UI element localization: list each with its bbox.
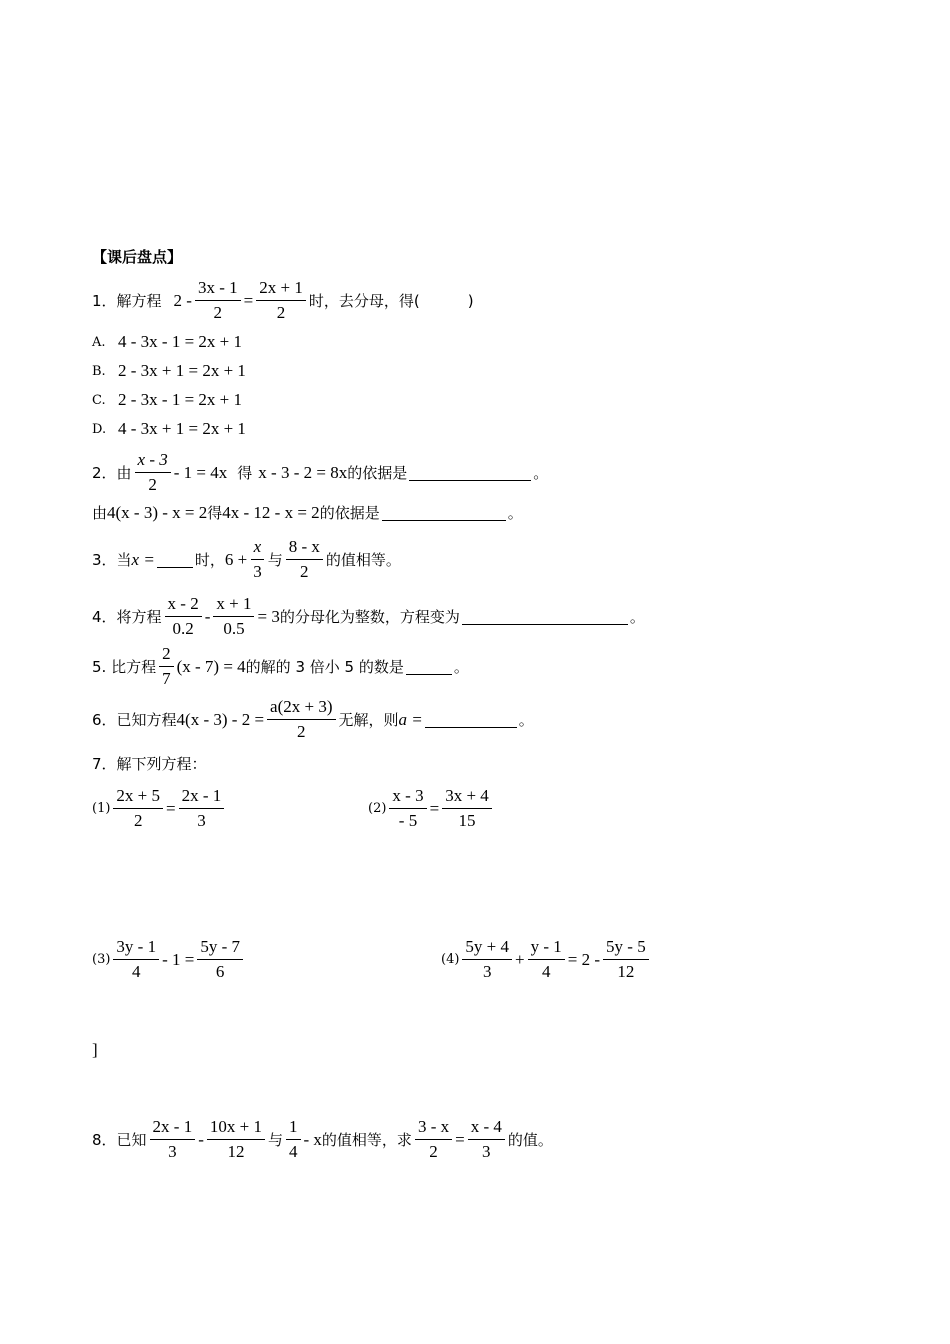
q7-p1-f2-numerator: 2x - 1 xyxy=(179,786,225,809)
q8-f3-numerator: 1 xyxy=(286,1117,301,1140)
q3-expr-pre: 6 + xyxy=(224,549,248,569)
q8-f4-numerator: 3 - x xyxy=(415,1117,452,1140)
q7-p3-f1-denominator: 4 xyxy=(132,962,141,981)
q6-suffix: 无解，则 xyxy=(338,711,399,729)
q1-fraction-2 xyxy=(256,278,306,323)
q7-p2-f1-numerator: x - 3 xyxy=(389,786,426,809)
q4-answer-blank[interactable] xyxy=(462,608,628,625)
q8-fraction-3 xyxy=(286,1117,301,1162)
q5-fraction xyxy=(159,644,174,689)
q7-p3-label: (3) xyxy=(92,952,111,967)
q1-eq-left: 2 - xyxy=(173,290,192,310)
q7-p1-fraction-1 xyxy=(113,786,163,831)
q4-f2-denominator: 0.5 xyxy=(223,619,245,638)
q2-de: 得 xyxy=(237,464,253,482)
q8-fraction-4 xyxy=(415,1117,452,1162)
option-letter: B. xyxy=(92,363,106,379)
option-text: 2 - 3x - 1 = 2x + 1 xyxy=(118,390,242,409)
q7-p4-label: (4) xyxy=(441,952,460,967)
question-7-title: 7．解下列方程： xyxy=(92,755,207,773)
q7-p2-f2-numerator: 3x + 4 xyxy=(442,786,492,809)
q3-yu: 与 xyxy=(267,551,283,569)
q7-p1-fraction-2 xyxy=(179,786,225,831)
q7-p1-f2-denominator: 3 xyxy=(197,811,206,830)
q7-p1-eq: = xyxy=(166,798,176,818)
q3-answer-blank[interactable] xyxy=(157,551,193,568)
q8-f5-denominator: 3 xyxy=(482,1142,491,1161)
option-text: 4 - 3x - 1 = 2x + 1 xyxy=(118,332,242,351)
q2-f-denominator: 2 xyxy=(148,475,157,494)
q7-p2-f1-denominator: - 5 xyxy=(398,811,418,830)
q7-p1-f1-numerator: 2x + 5 xyxy=(113,786,163,809)
q6-answer-blank[interactable] xyxy=(425,711,517,728)
q4-f1-denominator: 0.2 xyxy=(172,619,194,638)
q3-suffix: 的值相等。 xyxy=(325,551,401,569)
q7-p3-mid: - 1 = xyxy=(162,949,195,969)
q2-fraction xyxy=(135,450,171,495)
q8-eq: = xyxy=(455,1129,465,1149)
q3-f1-numerator: x xyxy=(251,537,265,560)
q2-line2-prefix: 由 xyxy=(92,504,108,522)
stray-bracket: ] xyxy=(92,1040,98,1059)
q3-f2-numerator: 8 - x xyxy=(286,537,323,560)
question-5 xyxy=(92,644,469,689)
q7-p3-fraction-2 xyxy=(197,937,243,982)
q2-line2-de: 得 xyxy=(207,504,223,522)
q6-f-numerator: a(2x + 3) xyxy=(267,697,335,720)
q2-answer-blank-2[interactable] xyxy=(382,504,506,521)
q7-p4-fraction-2 xyxy=(528,937,565,982)
q6-prefix: 6．已知方程 xyxy=(92,711,177,729)
q8-f1-denominator: 3 xyxy=(168,1142,177,1161)
q7-p4-f2-denominator: 4 xyxy=(541,962,551,981)
q7-p3-fraction-1 xyxy=(113,937,159,982)
q1-option-c xyxy=(92,390,242,410)
q7-p4-f1-denominator: 3 xyxy=(482,962,492,981)
q1-option-a xyxy=(92,332,242,352)
question-2-line-2 xyxy=(92,502,523,523)
q8-f2-denominator: 12 xyxy=(227,1142,245,1161)
q8-f1-numerator: 2x - 1 xyxy=(150,1117,196,1140)
q6-fraction xyxy=(267,697,335,742)
q3-shi: 时， xyxy=(194,551,225,569)
q7-p2-f2-denominator: 15 xyxy=(458,811,476,830)
q8-fraction-1 xyxy=(150,1117,196,1162)
q4-eq: = 3 xyxy=(257,606,280,626)
q7-p4-f3-denominator: 12 xyxy=(617,962,635,981)
q3-f2-denominator: 2 xyxy=(300,562,309,581)
q1-option-d xyxy=(92,419,246,439)
option-letter: D. xyxy=(92,421,107,437)
q2-f-numerator: x - 3 xyxy=(135,450,171,473)
q8-yu: 与 xyxy=(267,1131,283,1149)
q5-prefix: 5. 比方程 xyxy=(92,658,157,676)
q4-f1-numerator: x - 2 xyxy=(165,594,202,617)
q8-fraction-5 xyxy=(468,1117,505,1162)
q8-f2-numerator: 10x + 1 xyxy=(207,1117,265,1140)
question-4 xyxy=(92,594,645,639)
q7-p3-f1-numerator: 3y - 1 xyxy=(113,937,159,960)
q7-p3-f2-numerator: 5y - 7 xyxy=(197,937,243,960)
q1-option-b xyxy=(92,361,246,381)
q7-p1-f1-denominator: 2 xyxy=(133,811,143,830)
q7-p4-f2-numerator: y - 1 xyxy=(528,937,565,960)
q8-mid: 的值相等，求 xyxy=(321,1131,412,1149)
question-6 xyxy=(92,697,534,742)
q4-end: 。 xyxy=(629,608,645,626)
q7-p2-label: (2) xyxy=(368,801,387,816)
q5-rest: (x - 7) = 4 xyxy=(176,656,246,676)
question-2 xyxy=(92,450,548,495)
q4-prefix: 4．将方程 xyxy=(92,608,162,626)
q7-p4-mid: = 2 - xyxy=(567,949,601,969)
q6-end: 。 xyxy=(518,711,534,729)
q2-mid: - 1 = 4x xyxy=(173,462,228,482)
q2-line2-result: 4x - 12 - x = 2 xyxy=(222,502,320,522)
q1-f2-numerator: 2x + 1 xyxy=(256,278,306,301)
q4-fraction-1 xyxy=(165,594,202,639)
q1-f1-numerator: 3x - 1 xyxy=(195,278,241,301)
q4-fraction-2 xyxy=(213,594,254,639)
option-letter: C. xyxy=(92,392,106,408)
q2-end: 。 xyxy=(533,464,549,482)
q1-suffix: 时，去分母，得( xyxy=(308,292,420,310)
option-letter: A. xyxy=(92,334,106,350)
q2-result: x - 3 - 2 = 8x xyxy=(258,462,348,482)
q4-minus: - xyxy=(204,606,211,626)
question-3 xyxy=(92,537,401,582)
option-text: 4 - 3x + 1 = 2x + 1 xyxy=(118,419,246,438)
q6-f-denominator: 2 xyxy=(297,722,306,741)
section-title: 【课后盘点】 xyxy=(92,248,183,266)
q7-part-3 xyxy=(92,937,246,982)
question-1 xyxy=(92,278,474,323)
q1-fraction-1 xyxy=(195,278,241,323)
q7-p4-f3-numerator: 5y - 5 xyxy=(603,937,649,960)
q7-p4-fraction-1 xyxy=(462,937,512,982)
q8-f3-denominator: 4 xyxy=(289,1142,298,1161)
q8-f5-numerator: x - 4 xyxy=(468,1117,505,1140)
q6-var: a = xyxy=(398,709,423,729)
option-text: 2 - 3x + 1 = 2x + 1 xyxy=(118,361,246,380)
q3-prefix: 3．当 xyxy=(92,551,132,569)
q5-end: 。 xyxy=(453,658,469,676)
q7-part-1 xyxy=(92,786,227,831)
q7-part-2 xyxy=(368,786,495,831)
q2-suffix: 的依据是 xyxy=(347,464,408,482)
q2-line2-end: 。 xyxy=(507,504,523,522)
q8-prefix: 8．已知 xyxy=(92,1131,147,1149)
q5-answer-blank[interactable] xyxy=(406,658,452,675)
q7-p1-label: (1) xyxy=(92,801,111,816)
q4-f2-numerator: x + 1 xyxy=(213,594,254,617)
q5-f-numerator: 2 xyxy=(159,644,174,667)
q1-f2-denominator: 2 xyxy=(276,303,286,322)
q7-p4-f1-numerator: 5y + 4 xyxy=(462,937,512,960)
q3-fraction-1 xyxy=(250,537,265,582)
q2-prefix: 2．由 xyxy=(92,464,132,482)
q4-suffix: 的分母化为整数，方程变为 xyxy=(279,608,460,626)
q3-fraction-2 xyxy=(286,537,323,582)
q1-eq-sign: = xyxy=(243,290,254,310)
q7-part-4 xyxy=(441,937,652,982)
q8-suffix: 的值。 xyxy=(507,1131,553,1149)
q6-left: 4(x - 3) - 2 = xyxy=(176,709,265,729)
q7-p2-fraction-1 xyxy=(389,786,426,831)
q8-mx: - x xyxy=(303,1129,322,1149)
q1-f1-denominator: 2 xyxy=(213,303,223,322)
q8-minus: - xyxy=(198,1129,204,1149)
q3-f1-denominator: 3 xyxy=(253,562,262,581)
q1-prefix: 1．解方程 xyxy=(92,292,162,310)
q2-answer-blank-1[interactable] xyxy=(409,464,531,481)
q2-line2-eq: 4(x - 3) - x = 2 xyxy=(107,502,208,522)
q7-p2-eq: = xyxy=(429,798,440,818)
q7-p3-f2-denominator: 6 xyxy=(215,962,225,981)
q5-f-denominator: 7 xyxy=(162,669,171,688)
q2-line2-suffix: 的依据是 xyxy=(319,504,380,522)
q7-p4-plus: + xyxy=(515,949,525,969)
q8-fraction-2 xyxy=(207,1117,265,1162)
question-8 xyxy=(92,1117,553,1162)
q7-p2-fraction-2 xyxy=(442,786,492,831)
q7-p4-fraction-3 xyxy=(603,937,649,982)
q3-var: x = xyxy=(131,549,155,569)
q8-f4-denominator: 2 xyxy=(429,1142,438,1161)
q1-close-paren: ) xyxy=(467,291,474,310)
q5-suffix: 的解的 3 倍小 5 的数是 xyxy=(245,658,404,676)
